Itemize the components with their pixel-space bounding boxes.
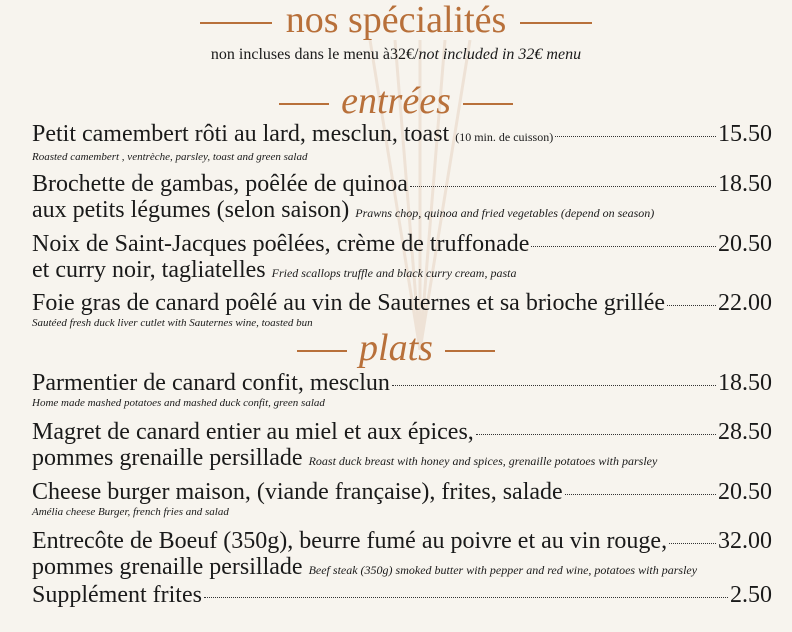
dish-price: 20.50 — [718, 479, 772, 505]
menu-item — [32, 171, 772, 226]
menu-item — [32, 479, 772, 519]
menu-item — [32, 231, 772, 286]
dish-name: Cheese burger maison, (viande française), frites, salade — [32, 479, 563, 505]
dish-price: 32.00 — [718, 528, 772, 554]
dish-name: Petit camembert rôti au lard, mesclun, toast — [32, 121, 450, 147]
dish-price: 28.50 — [718, 419, 772, 445]
dish-price: 22.00 — [718, 290, 772, 316]
dot-leader — [410, 186, 716, 187]
section-rule-left — [297, 350, 347, 352]
dish-name-line2: pommes grenaille persillade — [32, 445, 303, 471]
dish-translation: Roast duck breast with honey and spices, grenaille potatoes with parsley — [308, 454, 658, 468]
menu-item — [32, 370, 772, 410]
subtitle-english: not included in 32€ menu — [418, 46, 582, 63]
dish-name: Magret de canard entier au miel et aux épices, — [32, 419, 474, 445]
section-title-entrees: entrées — [341, 80, 451, 122]
dot-leader — [669, 543, 716, 544]
dish-price: 20.50 — [718, 231, 772, 257]
dish-name: Noix de Saint-Jacques poêlées, crème de truffonade — [32, 231, 530, 257]
dot-leader — [555, 136, 716, 137]
section-rule-left — [279, 103, 329, 105]
dish-translation: Prawns chop, quinoa and fried vegetables (depend on season) — [355, 206, 655, 220]
dish-translation: Home made mashed potatoes and mashed duck confit, green salad — [32, 397, 325, 409]
dish-price: 18.50 — [718, 370, 772, 396]
subtitle-french: non incluses dans le menu à32€/ — [210, 46, 419, 63]
section-heading-plats — [0, 327, 792, 369]
dot-leader — [531, 246, 716, 247]
dot-leader — [667, 305, 716, 306]
section-rule-right — [445, 350, 495, 352]
dish-translation: Sautéed fresh duck liver cutlet with Sauternes wine, toasted bun — [32, 317, 313, 329]
section-rule-right — [463, 103, 513, 105]
page-subtitle — [0, 45, 792, 65]
dish-price: 2.50 — [730, 582, 772, 608]
page-title — [0, 0, 792, 42]
menu-item — [32, 528, 772, 583]
dish-name: Supplément frites — [32, 582, 202, 608]
dot-leader — [204, 597, 728, 598]
title-rule-left — [200, 22, 272, 24]
dish-name: Foie gras de canard poêlé au vin de Sauternes et sa brioche grillée — [32, 290, 666, 316]
dish-translation: Roasted camembert , ventrèche, parsley, toast and green salad — [32, 151, 308, 163]
dish-price: 18.50 — [718, 171, 772, 197]
dish-name-line2: pommes grenaille persillade — [32, 554, 303, 580]
menu-item — [32, 582, 772, 608]
dish-name-line2: aux petits légumes (selon saison) — [32, 197, 350, 223]
menu-item — [32, 419, 772, 474]
dish-name: Entrecôte de Boeuf (350g), beurre fumé au poivre et au vin rouge, — [32, 528, 668, 554]
dish-note: (10 min. de cuisson) — [455, 130, 554, 144]
section-heading-entrees — [0, 80, 792, 122]
section-title-plats: plats — [359, 327, 433, 369]
menu-item — [32, 290, 772, 330]
dot-leader — [392, 385, 716, 386]
dish-name-line2: et curry noir, tagliatelles — [32, 257, 266, 283]
dish-name: Brochette de gambas, poêlée de quinoa — [32, 171, 408, 197]
dot-leader — [476, 434, 716, 435]
title-rule-right — [520, 22, 592, 24]
page-title-text: nos spécialités — [285, 0, 507, 41]
dish-translation: Beef steak (350g) smoked butter with pepper and red wine, potatoes with parsley — [308, 563, 698, 577]
dish-name: Parmentier de canard confit, mesclun — [32, 370, 390, 396]
dish-price: 15.50 — [718, 121, 772, 147]
dish-translation: Fried scallops truffle and black curry cream, pasta — [271, 266, 517, 280]
dot-leader — [565, 494, 716, 495]
menu-item — [32, 121, 772, 164]
dish-translation: Amélia cheese Burger, french fries and salad — [32, 506, 229, 518]
